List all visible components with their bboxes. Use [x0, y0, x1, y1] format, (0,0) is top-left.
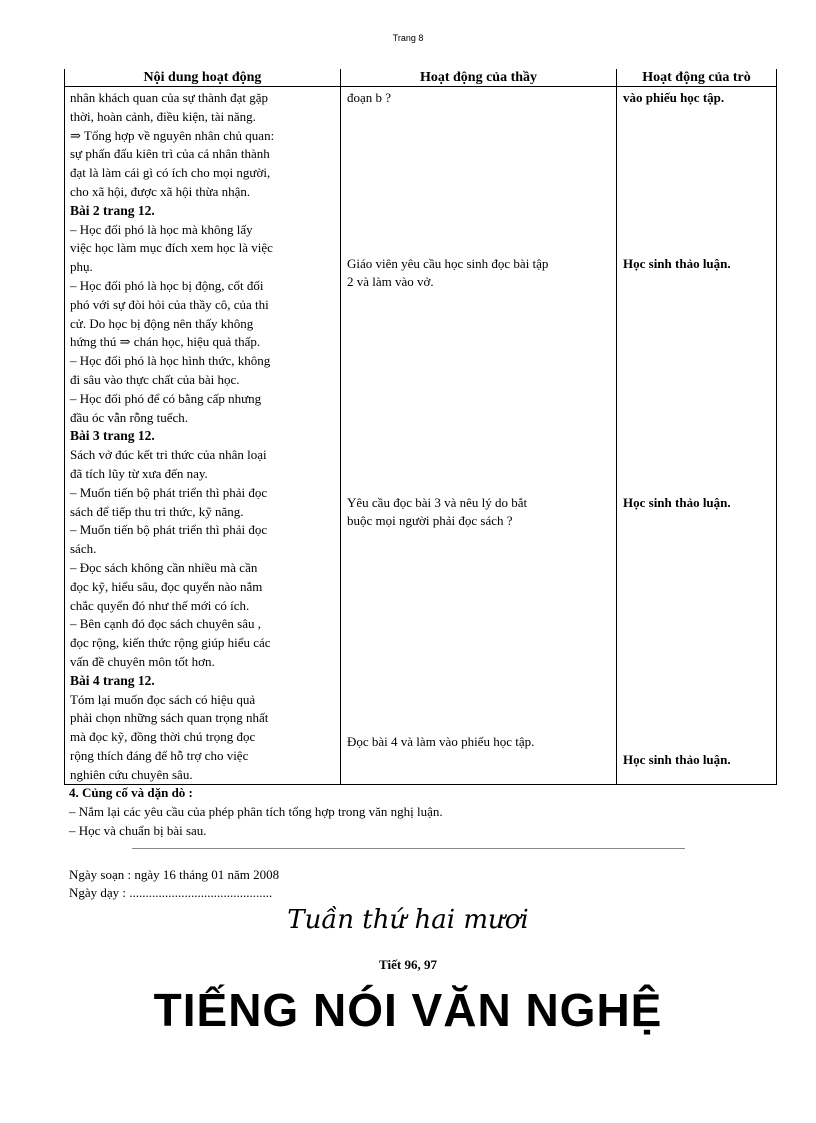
student-cell [617, 87, 777, 785]
header-student: Hoạt động của trò [617, 69, 777, 87]
content-line: đi sâu vào thực chất của bài học. [70, 371, 240, 387]
content-line: – Muốn tiến bộ phát triển thì phải đọc [70, 484, 268, 500]
content-line: – Học đối phó để có bằng cấp nhưng [70, 390, 262, 406]
consolidation-heading: 4. Củng cố và dặn dò : [69, 785, 193, 800]
content-line: đạt là làm cái gì có ích cho mọi người, [70, 165, 271, 181]
content-line: hứng thú ⇒ chán học, hiệu quả thấp. [70, 334, 261, 350]
week-title: Tuần thứ hai mươi [287, 905, 529, 935]
content-line: đọc kỹ, hiểu sâu, đọc quyển nào nắm [70, 578, 263, 594]
teacher-cell [341, 87, 617, 785]
activity-table [64, 69, 777, 785]
content-lines [70, 89, 336, 784]
content-line: – Bên cạnh đó đọc sách chuyên sâu , [70, 616, 261, 632]
content-line: – Đọc sách không cần nhiều mà cần [70, 559, 258, 575]
content-line: phụ. [70, 259, 93, 275]
content-line: sự phấn đấu kiên trì của cá nhân thành [70, 146, 270, 162]
page-number: Trang 8 [392, 33, 424, 43]
teacher-note-3b: buộc mọi người phải đọc sách ? [347, 513, 513, 528]
teacher-note-4: Đọc bài 4 và làm vào phiếu học tập. [347, 734, 535, 749]
lesson-title: TIẾNG NÓI VĂN NGHỆ [153, 984, 663, 1036]
student-note-3: Học sinh thảo luận. [623, 495, 731, 510]
content-line: đầu óc vẫn rỗng tuếch. [70, 409, 189, 425]
period-label: Tiết 96, 97 [379, 957, 437, 972]
teacher-note-1: đoạn b ? [347, 90, 392, 105]
header-teacher: Hoạt động của thầy [341, 69, 617, 87]
content-line: – Học đối phó là học mà không lấy [70, 221, 253, 237]
content-line: ⇒ Tổng hợp về nguyên nhân chủ quan: [70, 127, 275, 143]
content-line: chắc quyển đó như thế mới có ích. [70, 597, 250, 613]
consolidation-item-1: – Nắm lại các yêu cầu của phép phân tích tổng hợp trong văn nghị luận. [69, 804, 443, 819]
content-line: phó với sự đòi hỏi của thầy cô, của thi [70, 296, 269, 312]
content-line: phải chọn những sách quan trọng nhất [70, 710, 269, 726]
table-header-row [65, 69, 777, 87]
content-line: việc học làm mục đích xem học là việc [70, 240, 273, 256]
exercise-heading: Bài 4 trang 12. [70, 672, 155, 688]
content-line: nghiên cứu chuyên sâu. [70, 766, 193, 782]
content-line: cho xã hội, được xã hội thừa nhận. [70, 183, 251, 199]
student-note-4: Học sinh thảo luận. [623, 752, 731, 767]
content-line: nhân khách quan của sự thành đạt gặp [70, 90, 269, 105]
content-line: đọc rộng, kiến thức rộng giúp hiểu các [70, 635, 271, 651]
exercise-heading: Bài 2 trang 12. [70, 202, 155, 218]
content-line: sách để tiếp thu tri thức, kỹ năng. [70, 503, 244, 519]
content-line: thời, hoàn cảnh, điều kiện, tài năng. [70, 108, 256, 124]
content-cell [65, 87, 341, 785]
content-line: Sách vở đúc kết tri thức của nhân loại [70, 447, 267, 463]
date-taught: Ngày dạy : ............................................ [69, 885, 273, 900]
content-line: Tóm lại muốn đọc sách có hiệu quả [70, 691, 256, 707]
date-prepared: Ngày soạn : ngày 16 tháng 01 năm 2008 [69, 867, 280, 882]
content-line: sách. [70, 541, 97, 557]
separator-line [132, 848, 685, 849]
content-line: – Muốn tiến bộ phát triển thì phải đọc [70, 522, 268, 538]
content-line: mà đọc kỹ, đồng thời chú trọng đọc [70, 729, 256, 745]
table-body-row [65, 87, 777, 785]
content-line: – Học đối phó là học bị động, cốt đối [70, 277, 264, 293]
content-line: rộng thích đáng để hỗ trợ cho việc [70, 747, 249, 763]
content-line: – Học đối phó là học hình thức, không [70, 353, 271, 369]
consolidation-item-2: – Học và chuẩn bị bài sau. [69, 823, 207, 838]
teacher-note-2a: Giáo viên yêu cầu học sinh đọc bài tập [347, 256, 549, 271]
content-line: đã tích lũy từ xưa đến nay. [70, 465, 208, 481]
teacher-note-2b: 2 và làm vào vở. [347, 274, 434, 289]
student-note-2: Học sinh thảo luận. [623, 256, 731, 271]
exercise-heading: Bài 3 trang 12. [70, 428, 155, 444]
student-note-1: vào phiếu học tập. [623, 90, 725, 105]
content-line: vấn đề chuyên môn tốt hơn. [70, 653, 215, 669]
content-line: cử. Do học bị động nên thấy không [70, 315, 254, 331]
teacher-note-3a: Yêu cầu đọc bài 3 và nêu lý do bắt [347, 495, 528, 510]
header-content: Nội dung hoạt động [65, 69, 341, 87]
